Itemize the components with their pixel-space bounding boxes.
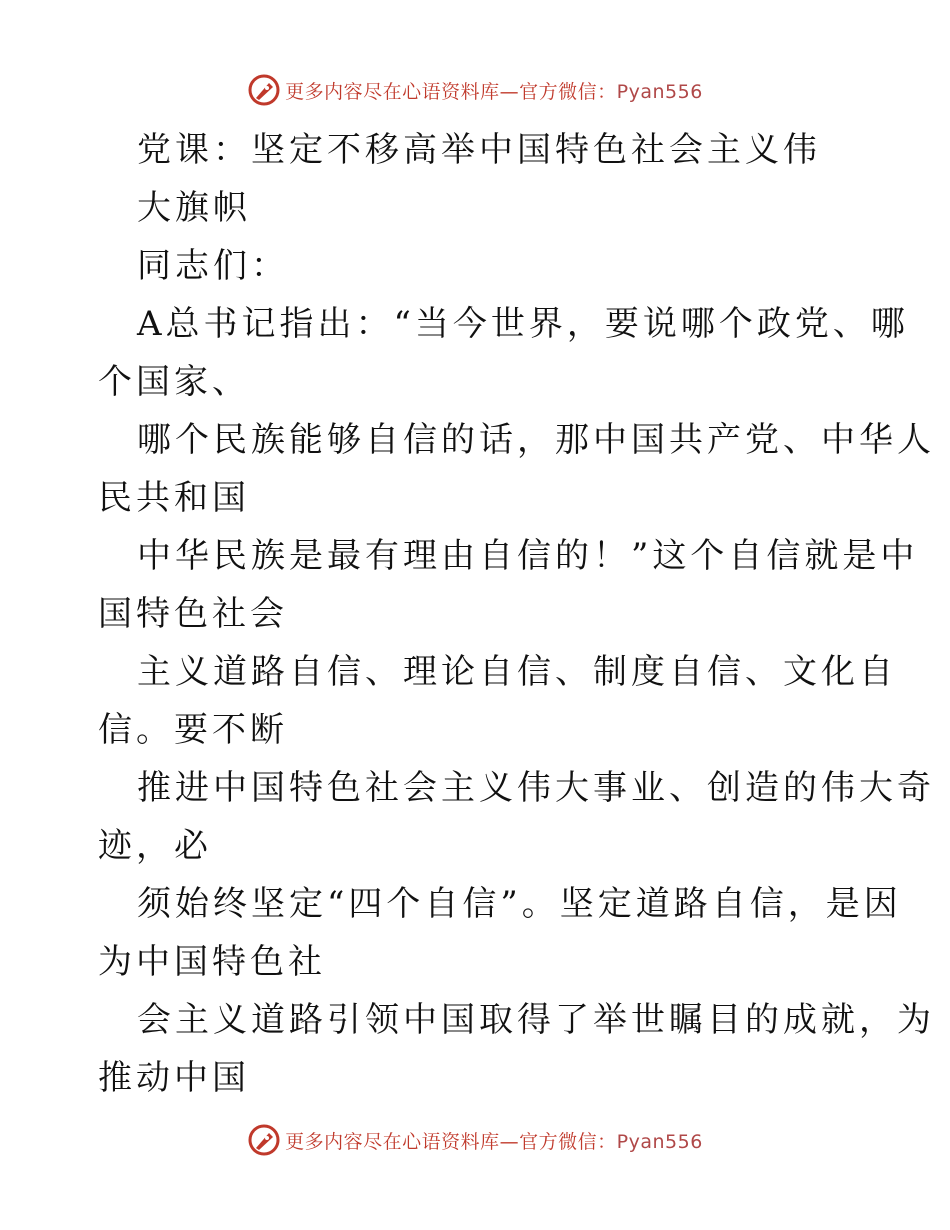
title-line-1: 党课：坚定不移高举中国特色社会主义伟: [137, 130, 821, 170]
paragraph-line: 个国家、: [98, 362, 250, 402]
pen-nib-icon: [247, 1123, 281, 1157]
paragraph-line: 民共和国: [98, 478, 250, 518]
paragraph-line: 信。要不断: [98, 710, 288, 750]
paragraph-line: 中华民族是最有理由自信的！”这个自信就是中: [137, 536, 919, 576]
pen-nib-icon: [247, 73, 281, 107]
paragraph-line: 须始终坚定“四个自信”。坚定道路自信，是因: [137, 884, 902, 924]
paragraph-line: 主义道路自信、理论自信、制度自信、文化自: [137, 652, 897, 692]
footer-banner: [0, 1120, 950, 1160]
wechat-id: Pyan556: [616, 80, 703, 103]
paragraph-line: 推动中国: [98, 1058, 250, 1098]
salutation: 同志们：: [137, 246, 289, 286]
banner-text: 更多内容尽在心语资料库—官方微信：Pyan556: [285, 1130, 703, 1153]
banner-text: 更多内容尽在心语资料库—官方微信：Pyan556: [285, 80, 703, 103]
wechat-id: Pyan556: [616, 1130, 703, 1153]
paragraph-line: 哪个民族能够自信的话，那中国共产党、中华人: [137, 420, 935, 460]
title-line-2: 大旗帜: [137, 188, 251, 228]
paragraph-line: A总书记指出：“当今世界，要说哪个政党、哪: [137, 304, 909, 344]
paragraph-line: 迹，必: [98, 826, 212, 866]
paragraph-line: 为中国特色社: [98, 942, 326, 982]
paragraph-line: 推进中国特色社会主义伟大事业、创造的伟大奇: [137, 768, 935, 808]
footer-banner-content: [247, 1123, 703, 1157]
header-banner-content: [247, 73, 703, 107]
paragraph-line: 会主义道路引领中国取得了举世瞩目的成就，为: [137, 1000, 935, 1040]
paragraph-line: 国特色社会: [98, 594, 288, 634]
header-banner: [0, 70, 950, 110]
